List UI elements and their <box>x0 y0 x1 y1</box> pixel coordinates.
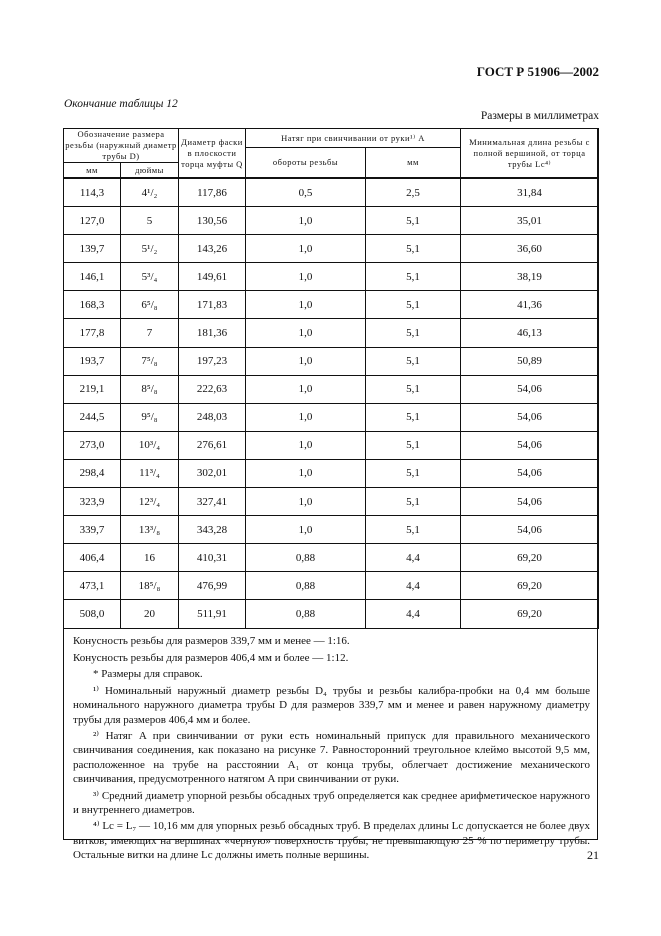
cell-a: 5,1 <box>366 263 461 291</box>
cell-inch: 11³/₄ <box>121 459 179 487</box>
footnote-2: ²⁾ Натяг A при свинчивании от руки есть номинальный припуск для правильного механического свинчивания соединения, как показано на рисунке 7. Равносторонний треугольное клеймо высотой 9,5 мм, расположенное на трубе на расстоянии A₁ от конца трубы, облегчает достижение механического свинчивания, предусмотренного натягом A при свинчивании от руки. <box>73 730 590 785</box>
cell-lc: 69,20 <box>461 544 599 572</box>
cell-turns: 1,0 <box>246 516 366 544</box>
table-row <box>64 347 599 375</box>
cell-q: 181,36 <box>179 319 246 347</box>
table-row <box>64 319 599 347</box>
cell-lc: 54,06 <box>461 516 599 544</box>
cell-lc: 35,01 <box>461 207 599 235</box>
cell-turns: 1,0 <box>246 319 366 347</box>
cell-mm: 339,7 <box>64 516 121 544</box>
cell-q: 171,83 <box>179 291 246 319</box>
cell-inch: 13³/₈ <box>121 516 179 544</box>
cell-inch: 6⁵/₈ <box>121 291 179 319</box>
table-row <box>64 235 599 263</box>
cell-mm: 127,0 <box>64 207 121 235</box>
cell-mm: 193,7 <box>64 347 121 375</box>
table-row <box>64 263 599 291</box>
footnote-1: ¹⁾ Номинальный наружный диаметр резьбы D₄ трубы и резьбы калибра-пробки на 0,4 мм больше номинального наружного диаметра трубы D для размеров 339,7 мм и менее и равен наружному диаметру трубы для размеров 406,4 мм и более. <box>73 685 590 726</box>
cell-turns: 1,0 <box>246 459 366 487</box>
cell-turns: 0,88 <box>246 572 366 600</box>
cell-mm: 146,1 <box>64 263 121 291</box>
thread-dimensions-table <box>63 128 599 629</box>
cell-mm: 168,3 <box>64 291 121 319</box>
cell-inch: 10³/₄ <box>121 431 179 459</box>
table-row <box>64 178 599 207</box>
cell-a: 5,1 <box>366 319 461 347</box>
units-label: Размеры в миллиметрах <box>480 110 599 122</box>
header-makeup-mm: мм <box>366 148 461 179</box>
cell-lc: 41,36 <box>461 291 599 319</box>
table-body <box>64 178 599 628</box>
table-row <box>64 291 599 319</box>
cell-q: 143,26 <box>179 235 246 263</box>
cell-a: 5,1 <box>366 431 461 459</box>
cell-a: 5,1 <box>366 235 461 263</box>
header-turns: обороты резьбы <box>246 148 366 179</box>
cell-lc: 31,84 <box>461 178 599 207</box>
header-thread-size: Обозначение размера резьбы (наружный диаметр трубы D) <box>65 129 177 161</box>
header-min-thread-length: Минимальная длина резьбы с полной вершиной, от торца трубы Lc⁴⁾ <box>461 129 599 179</box>
cell-lc: 46,13 <box>461 319 599 347</box>
cell-lc: 54,06 <box>461 431 599 459</box>
table-continuation-label: Окончание таблицы 12 <box>64 98 178 110</box>
table-row <box>64 572 599 600</box>
table-row <box>64 207 599 235</box>
cell-lc: 54,06 <box>461 488 599 516</box>
cell-a: 5,1 <box>366 347 461 375</box>
cell-turns: 0,88 <box>246 544 366 572</box>
header-inches: дюймы <box>121 163 179 179</box>
note-star: * Размеры для справок. <box>93 668 203 681</box>
footnote-4: ⁴⁾ Lc = L₇ — 10,16 мм для упорных резьб обсадных труб. В пределах длины Lc допускается не более двух витков, имеющих на вершинах «черную» поверхность трубы, не превышающую 25 % по периметру трубы. Остальные витки на длине Lc должны иметь полные вершины. <box>73 820 590 861</box>
cell-q: 276,61 <box>179 431 246 459</box>
note-taper-small: Конусность резьбы для размеров 339,7 мм и менее — 1:16. <box>73 635 350 647</box>
cell-a: 5,1 <box>366 459 461 487</box>
cell-q: 130,56 <box>179 207 246 235</box>
table-row <box>64 544 599 572</box>
cell-turns: 1,0 <box>246 235 366 263</box>
cell-lc: 54,06 <box>461 459 599 487</box>
cell-q: 410,31 <box>179 544 246 572</box>
cell-mm: 114,3 <box>64 178 121 207</box>
cell-inch: 7 <box>121 319 179 347</box>
footnote-3: ³⁾ Средний диаметр упорной резьбы обсадных труб определяется как среднее арифметическое наружного и внутреннего диаметров. <box>73 789 590 816</box>
table-row <box>64 600 599 628</box>
cell-inch: 8⁵/₈ <box>121 375 179 403</box>
cell-turns: 1,0 <box>246 488 366 516</box>
cell-turns: 1,0 <box>246 207 366 235</box>
cell-q: 149,61 <box>179 263 246 291</box>
cell-a: 5,1 <box>366 375 461 403</box>
cell-inch: 9⁵/₈ <box>121 403 179 431</box>
cell-q: 197,23 <box>179 347 246 375</box>
cell-turns: 0,5 <box>246 178 366 207</box>
document-code: ГОСТ Р 51906—2002 <box>476 64 599 79</box>
cell-a: 5,1 <box>366 291 461 319</box>
cell-lc: 36,60 <box>461 235 599 263</box>
header-hand-makeup: Натяг при свинчивании от руки¹⁾ A <box>246 129 461 148</box>
cell-turns: 1,0 <box>246 403 366 431</box>
header-mm: мм <box>64 163 121 179</box>
cell-a: 5,1 <box>366 488 461 516</box>
cell-mm: 473,1 <box>64 572 121 600</box>
cell-a: 5,1 <box>366 516 461 544</box>
cell-mm: 139,7 <box>64 235 121 263</box>
header-chamfer-diameter: Диаметр фаски в плоскости торца муфты Q <box>179 129 246 179</box>
cell-lc: 50,89 <box>461 347 599 375</box>
cell-mm: 273,0 <box>64 431 121 459</box>
cell-mm: 177,8 <box>64 319 121 347</box>
cell-inch: 4¹/₂ <box>121 178 179 207</box>
cell-q: 511,91 <box>179 600 246 628</box>
table-row <box>64 459 599 487</box>
cell-q: 248,03 <box>179 403 246 431</box>
table-row <box>64 431 599 459</box>
cell-mm: 406,4 <box>64 544 121 572</box>
table-notes <box>73 634 590 865</box>
cell-a: 4,4 <box>366 600 461 628</box>
cell-a: 4,4 <box>366 544 461 572</box>
cell-lc: 54,06 <box>461 375 599 403</box>
cell-mm: 508,0 <box>64 600 121 628</box>
cell-inch: 12³/₄ <box>121 488 179 516</box>
cell-inch: 5¹/₂ <box>121 235 179 263</box>
note-taper-large: Конусность резьбы для размеров 406,4 мм и более — 1:12. <box>73 651 349 664</box>
cell-inch: 18⁵/₈ <box>121 572 179 600</box>
cell-lc: 38,19 <box>461 263 599 291</box>
cell-a: 2,5 <box>366 178 461 207</box>
cell-a: 5,1 <box>366 403 461 431</box>
table-row <box>64 488 599 516</box>
page-number: 21 <box>587 848 599 862</box>
cell-mm: 244,5 <box>64 403 121 431</box>
cell-turns: 1,0 <box>246 291 366 319</box>
cell-q: 222,63 <box>179 375 246 403</box>
cell-mm: 298,4 <box>64 459 121 487</box>
cell-a: 5,1 <box>366 207 461 235</box>
cell-lc: 69,20 <box>461 572 599 600</box>
cell-mm: 323,9 <box>64 488 121 516</box>
cell-turns: 1,0 <box>246 375 366 403</box>
table-row <box>64 403 599 431</box>
cell-q: 476,99 <box>179 572 246 600</box>
cell-turns: 1,0 <box>246 347 366 375</box>
cell-q: 327,41 <box>179 488 246 516</box>
cell-lc: 69,20 <box>461 600 599 628</box>
cell-lc: 54,06 <box>461 403 599 431</box>
cell-q: 302,01 <box>179 459 246 487</box>
cell-inch: 5³/₄ <box>121 263 179 291</box>
cell-inch: 16 <box>121 544 179 572</box>
table-row <box>64 375 599 403</box>
cell-inch: 5 <box>121 207 179 235</box>
cell-mm: 219,1 <box>64 375 121 403</box>
cell-turns: 1,0 <box>246 263 366 291</box>
cell-q: 343,28 <box>179 516 246 544</box>
cell-a: 4,4 <box>366 572 461 600</box>
cell-inch: 7⁵/₈ <box>121 347 179 375</box>
table-row <box>64 516 599 544</box>
cell-turns: 1,0 <box>246 431 366 459</box>
cell-q: 117,86 <box>179 178 246 207</box>
cell-turns: 0,88 <box>246 600 366 628</box>
cell-inch: 20 <box>121 600 179 628</box>
